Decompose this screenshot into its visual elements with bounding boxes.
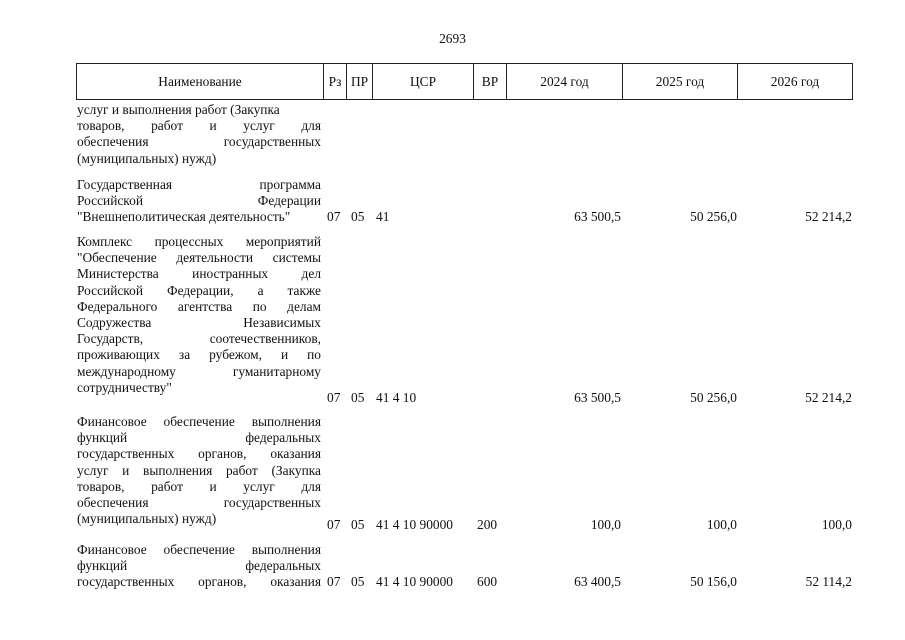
row-1-rz: 07 [327, 209, 341, 224]
row-4-vr: 600 [477, 574, 498, 589]
row-4-2026: 52 114,2 [805, 574, 852, 589]
header-vr: ВР [474, 64, 507, 99]
header-pr: ПР [347, 64, 373, 99]
header-2026: 2026 год [770, 74, 820, 89]
row-2-rz: 07 [327, 390, 341, 405]
row-3-line: функций федеральных [77, 430, 321, 446]
row-3-line: товаров, работ и услуг для [77, 478, 321, 494]
row-4-name [77, 542, 321, 591]
row-3-line: государственных органов, оказания [77, 446, 321, 462]
row-2-line: "Обеспечение деятельности системы [77, 250, 321, 266]
row-1-pr: 05 [351, 209, 365, 224]
row-3-rz: 07 [327, 517, 341, 532]
row-2-2026: 52 214,2 [805, 390, 852, 405]
row-3-line: (муниципальных) нужд) [77, 511, 217, 527]
row-3-line: обеспечения государственных [77, 495, 321, 511]
row-2-2024: 63 500,5 [574, 390, 621, 405]
header-rz: Рз [324, 64, 347, 99]
row-4-pr: 05 [351, 574, 365, 589]
row-2-2025: 50 256,0 [690, 390, 737, 405]
row-3-2024: 100,0 [590, 517, 621, 532]
row-2-name [77, 234, 321, 396]
page-number: 2693 [439, 31, 466, 46]
row-1-line: Государственная программа [77, 177, 321, 192]
row-3-line: Финансовое обеспечение выполнения [77, 414, 321, 429]
row-3-line: услуг и выполнения работ (Закупка [77, 462, 321, 478]
row-4-2024: 63 400,5 [574, 574, 621, 589]
row-2-line: Содружества Независимых [77, 315, 321, 331]
row-0-line: товаров, работ и услуг для [77, 118, 321, 134]
row-2-pr: 05 [351, 390, 365, 405]
row-2-line: Государств, соотечественников, [77, 331, 321, 347]
row-4-2025: 50 156,0 [690, 574, 737, 589]
row-2-csr: 41 4 10 [376, 390, 417, 405]
row-2-line: Федерального агентства по делам [77, 298, 321, 314]
header-csr: ЦСР [373, 64, 474, 99]
row-3-2026: 100,0 [821, 517, 852, 532]
row-4-rz: 07 [327, 574, 341, 589]
row-3-2025: 100,0 [706, 517, 737, 532]
row-2-line: проживающих за рубежом, и по [77, 347, 321, 363]
row-3-vr: 200 [477, 517, 498, 532]
row-0-line: (муниципальных) нужд) [77, 150, 217, 166]
row-4-csr: 41 4 10 90000 [376, 574, 453, 589]
row-3-csr: 41 4 10 90000 [376, 517, 453, 532]
header-name: Наименование [77, 64, 324, 99]
table-header [76, 63, 853, 100]
row-0-line: обеспечения государственных [77, 134, 321, 150]
row-3-name [77, 414, 321, 527]
header-2025: 2025 год [623, 64, 738, 99]
row-1-csr: 41 [376, 209, 390, 224]
row-2-line: сотрудничеству" [77, 379, 172, 395]
row-0-line: услуг и выполнения работ (Закупка [77, 102, 280, 117]
row-3-pr: 05 [351, 517, 365, 532]
row-2-line: международному гуманитарному [77, 363, 321, 379]
row-1-2024: 63 500,5 [574, 209, 621, 224]
row-1-line: Российской Федерации [77, 193, 321, 209]
row-0-name [77, 102, 321, 167]
row-1-2025: 50 256,0 [690, 209, 737, 224]
row-4-line: Финансовое обеспечение выполнения [77, 542, 321, 557]
row-1-line: "Внешнеполитическая деятельность" [77, 209, 291, 225]
row-2-line: Министерства иностранных дел [77, 266, 321, 282]
row-4-line: государственных органов, оказания [77, 574, 321, 590]
row-1-name [77, 177, 321, 226]
row-2-line: Российской Федерации, а также [77, 282, 321, 298]
row-2-line: Комплекс процессных мероприятий [77, 234, 321, 249]
row-4-line: функций федеральных [77, 558, 321, 574]
row-1-2026: 52 214,2 [805, 209, 852, 224]
header-2024: 2024 год [507, 64, 623, 99]
